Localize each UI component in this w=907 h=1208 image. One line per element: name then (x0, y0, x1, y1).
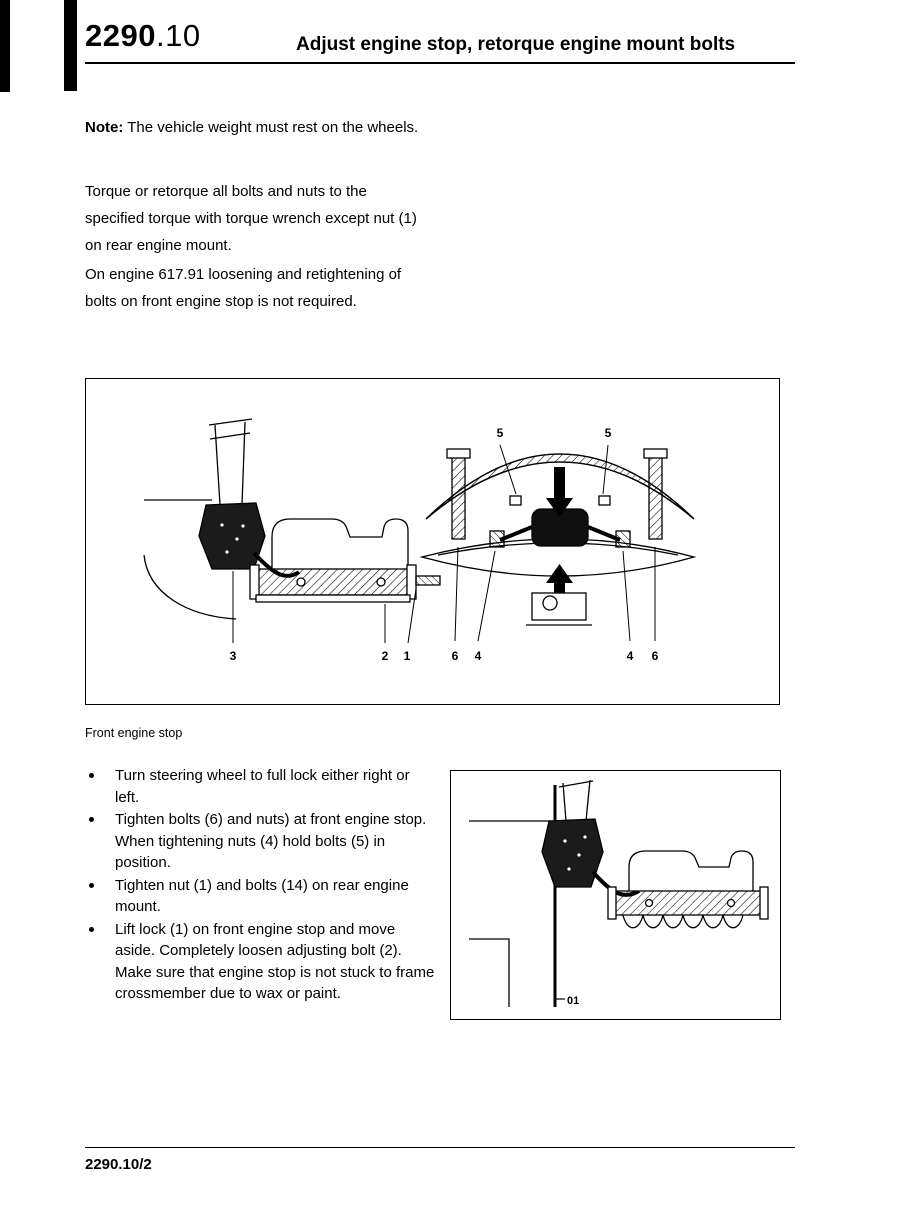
bracket-bolt-left (510, 496, 521, 505)
callout-label: 6 (451, 649, 459, 663)
detail-drawing-lines (469, 780, 768, 1007)
bracket-bolt-right (599, 496, 610, 505)
adjusting-bolt (416, 576, 440, 585)
rubber-mount (199, 503, 265, 569)
front-engine-stop-detail-drawing (451, 771, 778, 1017)
list-item (85, 809, 437, 874)
bracket-nut-left (490, 531, 504, 547)
callout-label: 1 (403, 649, 411, 663)
callout-label: 4 (626, 649, 634, 663)
part-label: 01 (567, 995, 580, 1007)
engine-variant-paragraph: On engine 617.91 loosening and retightening of bolts on front engine stop is not required. (85, 266, 402, 310)
bracket-nut-right (616, 531, 630, 547)
document-number-suffix: .10 (155, 18, 201, 53)
binding-mark-inner (64, 0, 77, 91)
torque-paragraph: Torque or retorque all bolts and nuts to the specified torque with torque wrench except nut (1) on rear engine mount. (85, 183, 417, 254)
shackle (532, 593, 586, 620)
step-text: Turn steering wheel to full lock either right or left. (115, 767, 410, 806)
strut-fork (209, 419, 252, 505)
figure-caption: Front engine stop (85, 726, 183, 740)
note-label: Note: (85, 119, 124, 136)
callout-label: 3 (229, 649, 237, 663)
frame-step (469, 939, 509, 1007)
step-text: Lift lock (1) on front engine stop and move aside. Completely loosen adjusting bolt (2). Make sure that engine stop is not stuck to frame crossmember due to wax or paint. (115, 920, 435, 1002)
page-title: Adjust engine stop, retorque engine mount bolts (296, 34, 736, 55)
figure-front-engine-stop-detail (450, 770, 781, 1020)
callout-label: 5 (496, 426, 504, 440)
front-engine-stop-drawing (144, 419, 440, 643)
callout-label: 6 (651, 649, 659, 663)
document-number-main: 2290 (85, 18, 156, 53)
binding-mark-left (0, 0, 10, 92)
mount-bolt-left (452, 457, 465, 539)
engine-support-body (272, 519, 408, 569)
figure-engine-mounts (85, 378, 780, 705)
procedure-list (85, 765, 437, 1006)
header-rule (85, 62, 795, 64)
callout-label: 4 (474, 649, 482, 663)
base-plate (256, 595, 410, 602)
footer-rule (85, 1147, 795, 1148)
list-item (85, 919, 437, 1005)
callout-label: 5 (604, 426, 612, 440)
note-paragraph (85, 114, 423, 141)
list-item (85, 765, 437, 808)
step-text: Tighten bolts (6) and nuts) at front engine stop. When tightening nuts (4) hold bolts (5) in position. (115, 811, 427, 871)
clamp-band (615, 891, 761, 915)
note-text: The vehicle weight must rest on the wheels. (123, 119, 419, 136)
engine-mounts-drawing (86, 379, 777, 702)
step-text: Tighten nut (1) and bolts (14) on rear engine mount. (115, 876, 409, 915)
scalloped-feet (623, 915, 743, 928)
callout-label: 2 (381, 649, 389, 663)
rear-engine-mount-drawing (422, 445, 694, 641)
list-item (85, 875, 437, 918)
document-number (85, 18, 201, 54)
rubber-mount (542, 819, 603, 887)
engine-support-body (629, 851, 753, 891)
page-reference: 2290.10/2 (85, 1156, 152, 1173)
strut-fork (559, 780, 593, 821)
mount-bolt-right (649, 457, 662, 539)
